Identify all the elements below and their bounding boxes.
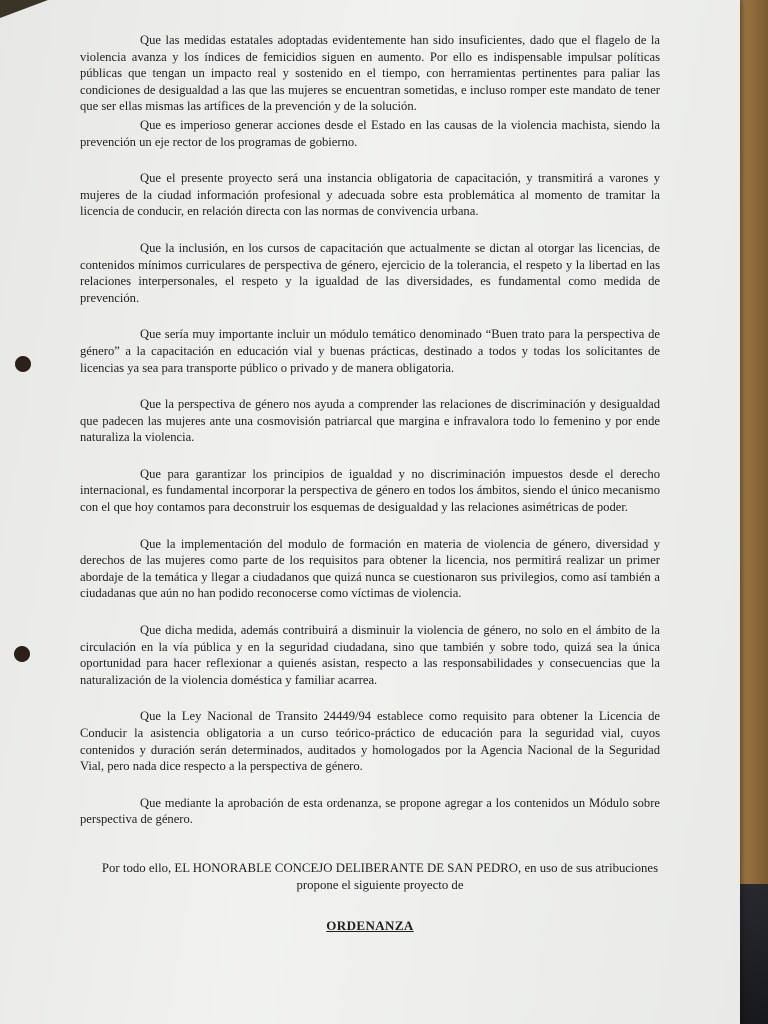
paragraph-11: Que mediante la aprobación de esta ordenanza, se propone agregar a los contenidos un Módulo sobre perspectiva de género. — [80, 795, 660, 827]
punch-hole-bottom — [14, 646, 30, 662]
closing-statement: Por todo ello, EL HONORABLE CONCEJO DELIBERANTE DE SAN PEDRO, en uso de sus atribuciones propone el siguiente proyecto de — [101, 860, 659, 892]
paragraph-10: Que la Ley Nacional de Transito 24449/94 establece como requisito para obtener la Licencia de Conducir la asistencia obligatoria a un curso teórico-práctico de educación para la seguridad vial, cuyos contenidos y duración serán determinados, auditados y homologados por la Agencia Nacional de la Seguridad Vial, pero nada dice respecto a la perspectiva de género. — [80, 709, 660, 774]
paragraph-1: Que las medidas estatales adoptadas evidentemente han sido insuficientes, dado que el flagelo de la violencia avanza y los índices de femicidios siguen en aumento. Por ello es indispensable impulsar políticas públicas que tengan un impacto real y sostenido en el tiempo, con herramientas pertinentes para paliar las condiciones de desigualdad a las que las mujeres se encuentran sometidas, e incluso romper este mandato de tener que ser ellas mismas las artífices de la prevención y de la solución. — [80, 33, 660, 114]
paragraph-7: Que para garantizar los principios de igualdad y no discriminación impuestos desde el derecho internacional, es fundamental incorporar la perspectiva de género en todos los ámbitos, siendo el único mecanismo con el que hoy contamos para deconstruir los esquemas de desigualdad y las relaciones asimétricas de poder. — [80, 466, 660, 515]
paragraph-3: Que el presente proyecto será una instancia obligatoria de capacitación, y transmitirá a varones y mujeres de la ciudad información profesional y adecuada sobre esta problemática al momento de tramitar la licencia de conducir, en relación directa con las normas de convivencia urbana. — [80, 171, 660, 219]
punch-hole-top — [15, 356, 31, 372]
paragraph-5: Que sería muy importante incluir un módulo temático denominado “Buen trato para la perspectiva de género” a la capacitación en educación vial y buenas prácticas, destinado a todos y todas los solicitantes de licencias ya sea para transporte público o privado y de manera obligatoria. — [80, 327, 660, 375]
paragraph-4: Que la inclusión, en los cursos de capacitación que actualmente se dictan al otorgar las licencias, de contenidos mínimos curriculares de perspectiva de género, ejercicio de la tolerancia, el respeto y la libertad en las relaciones interpersonales, el respeto y la igualdad de las diversidades, es fundamental como medida de prevención. — [80, 240, 660, 305]
paragraph-9: Que dicha medida, además contribuirá a disminuir la violencia de género, no solo en el ámbito de la circulación en la vía pública y en la seguridad ciudadana, sino que también y sobre todo, quizá sea la única oportunidad para hacer reflexionar a quienés asistan, respecto a las responsabilidades y consecuencias que la naturalización de la violencia doméstica y familiar acarrea. — [80, 623, 660, 687]
paragraph-6: Que la perspectiva de género nos ayuda a comprender las relaciones de discriminación y desigualdad que padecen las mujeres ante una cosmovisión patriarcal que margina e infravalora todo lo femenino y por ende naturaliza la violencia. — [80, 397, 660, 445]
paragraph-2: Que es imperioso generar acciones desde el Estado en las causas de la violencia machista, siendo la prevención un eje rector de los programas de gobierno. — [80, 117, 660, 149]
document-body — [80, 32, 660, 935]
ordenanza-heading: ORDENANZA — [326, 917, 414, 933]
paragraph-8: Que la implementación del modulo de formación en materia de violencia de género, diversidad y derechos de las mujeres como parte de los requisitos para obtener la licencia, nos permitirá realizar un primer abordaje de la temática y llegar a ciudadanos que quizá nunca se cuestionaron sus privilegios, como así también a ciudadanas que aún no han podido reconocerse como víctimas de violencia. — [80, 536, 660, 601]
page-corner-shadow — [0, 0, 48, 18]
